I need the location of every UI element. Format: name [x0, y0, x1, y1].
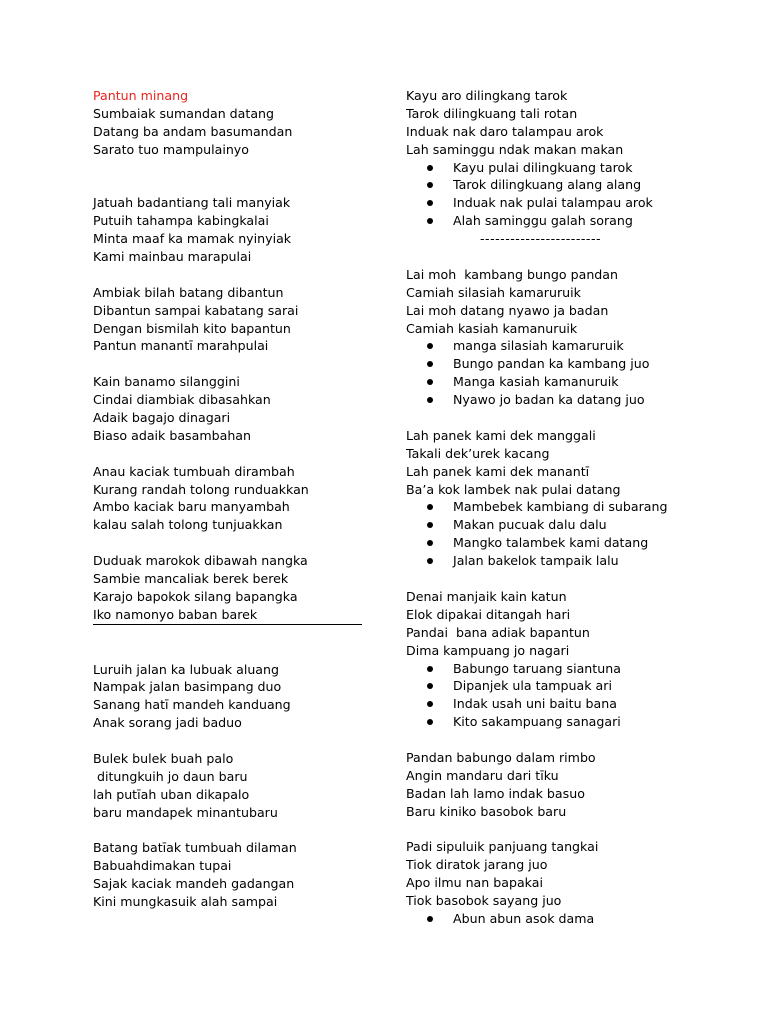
verse-line: Karajo bapokok silang bapangka	[93, 588, 298, 604]
bullet-item	[406, 176, 726, 194]
verse-line: Pandai bana adiak bapantun	[406, 624, 590, 640]
bullet-text: Induak nak pulai talampau arok	[453, 195, 653, 211]
bullet-text: Nyawo jo badan ka datang juo	[453, 392, 645, 408]
verse-line: Induak nak daro talampau arok	[406, 123, 604, 139]
bullet-item	[406, 212, 726, 230]
bullet-text: Tarok dilingkuang alang alang	[453, 177, 642, 193]
bullet-text: Mangko talambek kami datang	[453, 535, 649, 551]
verse-line: Lah panek kami dek manantī	[406, 463, 590, 479]
stanza-8	[93, 750, 368, 822]
verse-line: Baru kiniko basobok baru	[406, 803, 567, 819]
verse-line: Ambo kaciak baru manyambah	[93, 499, 290, 515]
stanza-r2	[406, 266, 726, 409]
verse-line: Pantun manantī marahpulai	[93, 338, 269, 354]
verse-line: Sajak kaciak mandeh gadangan	[93, 876, 295, 892]
verse-line: Kini mungkasuik alah sampai	[93, 894, 278, 910]
verse-line: Sambie mancaliak berek berek	[93, 571, 289, 587]
verse-line: Camiah kasiah kamanuruik	[406, 320, 578, 336]
verse-line: Tarok dilingkuang tali rotan	[406, 105, 578, 121]
verse-line: Kayu aro dilingkang tarok	[406, 88, 568, 103]
bullet-dot-icon	[427, 522, 433, 528]
stanza-r3	[406, 427, 726, 570]
bullet-item	[406, 194, 726, 212]
bullet-dot-icon	[427, 361, 433, 367]
verse-line: Batang batīak tumbuah dilaman	[93, 840, 297, 856]
verse-line: Ba’a kok lambek nak pulai datang	[406, 481, 621, 497]
stanza-r6	[406, 838, 726, 927]
verse-line: Lah saminggu ndak makan makan	[406, 141, 624, 157]
verse-line: Jatuah badantiang tali manyiak	[93, 195, 291, 211]
verse-line: Ambiak bilah batang dibantun	[93, 284, 284, 300]
stanza-4	[93, 373, 368, 445]
bullet-dot-icon	[427, 182, 433, 188]
verse-line: Pandan babungo dalam rimbo	[406, 749, 596, 765]
verse-line: Takali dek’urek kacang	[406, 445, 550, 461]
bullet-dot-icon	[427, 200, 433, 206]
bullet-text: Kito sakampuang sanagari	[453, 714, 621, 730]
bullet-item	[406, 159, 726, 177]
bullet-text: Abun abun asok dama	[453, 910, 595, 926]
verse-line: Dengan bismilah kito bapantun	[93, 320, 291, 336]
verse-line: lah putīah uban dikapalo	[93, 786, 250, 802]
verse-line: Anak sorang jadi baduo	[93, 715, 242, 731]
bullet-item	[406, 355, 726, 373]
bullet-text: Indak usah uni baitu bana	[453, 696, 617, 712]
verse-line: Babuahdimakan tupai	[93, 858, 232, 874]
bullet-dot-icon	[427, 504, 433, 510]
bullet-text: Kayu pulai dilingkuang tarok	[453, 159, 633, 175]
bullet-text: Dipanjek ula tampuak ari	[453, 678, 612, 694]
bullet-text: Makan pucuak dalu dalu	[453, 517, 607, 533]
document-title: Pantun minang	[93, 88, 189, 103]
stanza-r4	[406, 588, 726, 731]
verse-line: Lai moh kambang bungo pandan	[406, 266, 618, 282]
verse-line: Luruih jalan ka lubuak aluang	[93, 661, 279, 677]
bullet-text: Jalan bakelok tampaik lalu	[453, 553, 619, 569]
bullet-dot-icon	[427, 666, 433, 672]
verse-line: Datang ba andam basumandan	[93, 123, 293, 139]
stanza-r1	[406, 87, 726, 230]
verse-line: Apo ilmu nan bapakai	[406, 875, 543, 891]
right-column	[406, 87, 726, 928]
verse-line: baru mandapek minantubaru	[93, 804, 278, 820]
verse-line: Biaso adaik basambahan	[93, 427, 251, 443]
bullet-item	[406, 660, 726, 678]
verse-line: Badan lah lamo indak basuo	[406, 785, 585, 801]
verse-line: Kami mainbau marapulai	[93, 249, 252, 265]
verse-line: Elok dipakai ditangah hari	[406, 606, 571, 622]
bullet-dot-icon	[427, 683, 433, 689]
verse-line: Lai moh datang nyawo ja badan	[406, 302, 609, 318]
bullet-item	[406, 337, 726, 355]
stanza-9	[93, 839, 368, 911]
separator-dashes: ------------------------	[480, 231, 602, 247]
verse-line: Denai manjaik kain katun	[406, 588, 567, 604]
verse-line: Adaik bagajo dinagari	[93, 410, 231, 426]
verse-line: Cindai diambiak dibasahkan	[93, 392, 271, 408]
bullet-text: Manga kasiah kamanuruik	[453, 374, 619, 390]
bullet-item	[406, 677, 726, 695]
bullet-item	[406, 516, 726, 534]
verse-line: Camiah silasiah kamaruruik	[406, 284, 581, 300]
bullet-dot-icon	[427, 916, 433, 922]
bullet-item	[406, 552, 726, 570]
verse-line: Nampak jalan basimpang duo	[93, 679, 282, 695]
verse-line: Sumbaiak sumandan datang	[93, 105, 275, 121]
bullet-item	[406, 695, 726, 713]
bullet-item	[406, 910, 726, 928]
stanza-5	[93, 463, 368, 535]
verse-line: Minta maaf ka mamak nyinyiak	[93, 231, 292, 247]
verse-line: Putuih tahampa kabingkalai	[93, 213, 269, 229]
bullet-item	[406, 713, 726, 731]
bullet-dot-icon	[427, 558, 433, 564]
bullet-dot-icon	[427, 343, 433, 349]
verse-line: Angin mandaru dari tīku	[406, 767, 559, 783]
verse-line: ditungkuih jo daun baru	[93, 768, 248, 784]
verse-line: Padi sipuluik panjuang tangkai	[406, 839, 599, 855]
bullet-dot-icon	[427, 379, 433, 385]
bullet-dot-icon	[427, 719, 433, 725]
verse-line: Tiok basobok sayang juo	[406, 893, 562, 909]
verse-line: Kain banamo silanggini	[93, 374, 240, 390]
verse-line: Sanang hatī mandeh kanduang	[93, 697, 291, 713]
bullet-dot-icon	[427, 165, 433, 171]
bullet-dot-icon	[427, 397, 433, 403]
bullet-item	[406, 373, 726, 391]
stanza-3	[93, 284, 368, 356]
bullet-text: Bungo pandan ka kambang juo	[453, 356, 650, 372]
bullet-dot-icon	[427, 701, 433, 707]
bullet-item	[406, 534, 726, 552]
stanza-2	[93, 194, 368, 266]
verse-line: Tiok diratok jarang juo	[406, 857, 548, 873]
bullet-item	[406, 498, 726, 516]
stanza-6	[93, 552, 368, 625]
verse-line: Iko namonyo baban barek	[93, 606, 362, 625]
verse-line: Dibantun sampai kabatang sarai	[93, 302, 299, 318]
verse-line: Sarato tuo mampulainyo	[93, 141, 249, 157]
bullet-text: Mambebek kambiang di subarang	[453, 499, 668, 515]
stanza-r5	[406, 749, 726, 821]
stanza-1	[93, 105, 368, 159]
verse-line: Anau kaciak tumbuah dirambah	[93, 463, 295, 479]
bullet-text: Babungo taruang siantuna	[453, 660, 621, 676]
bullet-item	[406, 391, 726, 409]
bullet-dot-icon	[427, 218, 433, 224]
bullet-dot-icon	[427, 540, 433, 546]
bullet-text: Alah saminggu galah sorang	[453, 213, 633, 229]
verse-line: Lah panek kami dek manggali	[406, 427, 596, 443]
bullet-text: manga silasiah kamaruruik	[453, 338, 624, 354]
verse-line: Kurang randah tolong runduakkan	[93, 481, 309, 497]
left-column	[93, 87, 368, 911]
verse-line: Dima kampuang jo nagari	[406, 642, 570, 658]
verse-line: Duduak marokok dibawah nangka	[93, 553, 308, 569]
stanza-7	[93, 661, 368, 733]
verse-line: Bulek bulek buah palo	[93, 750, 234, 766]
verse-line: kalau salah tolong tunjuakkan	[93, 517, 283, 533]
